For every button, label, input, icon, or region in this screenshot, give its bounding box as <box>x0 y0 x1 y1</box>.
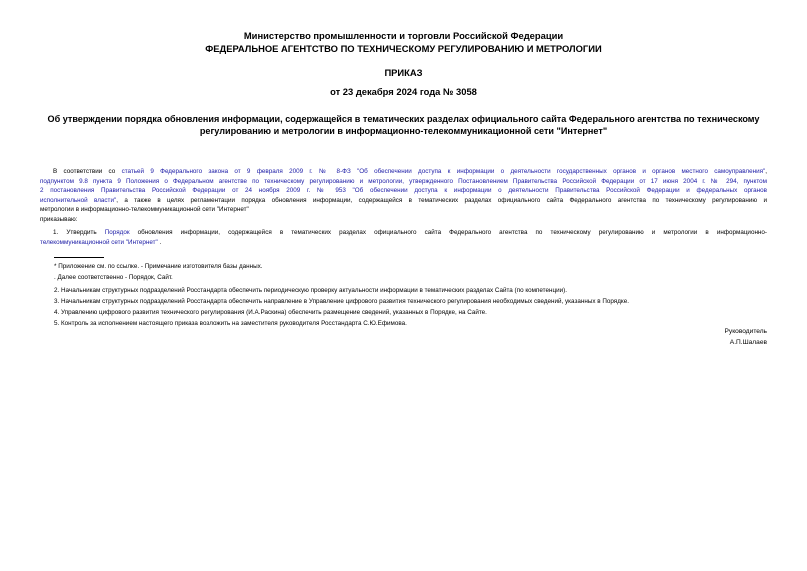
preamble-punct: , <box>765 168 767 175</box>
item-1 <box>40 228 767 247</box>
item-4: 4. Управлению цифрового развития технического регулирования (И.А.Раскина) обеспечить размещение сведений, указанных в Порядке, на Сайте. <box>54 309 487 316</box>
ministry-heading: Министерство промышленности и торговли Российской Федерации <box>243 30 564 41</box>
item-1-prefix: 1. Утвердить <box>53 229 105 236</box>
item-5: 5. Контроль за исполнением настоящего приказа возложить на заместителя руководителя Росстандарта С.Ю.Ефимова. <box>54 320 407 327</box>
preamble-line-5: метрологии в информационно-телекоммуникационной сети "Интернет" <box>40 206 249 214</box>
date-number-heading: от 23 декабря 2024 года № 3058 <box>330 86 477 97</box>
decree-link[interactable]: 2 постановления Правительства Российской Федерации от 24 ноября 2009 г. № 953 "Об обеспечении доступа к информации о деятельности Правительства Российской Федерации и федеральных органов <box>40 187 767 195</box>
signature-role: Руководитель <box>724 328 767 335</box>
regulation-link[interactable]: подпунктом 9.8 пункта 9 Положения о Федеральном агентстве по техническому регулированию и метрологии, утвержденного Постановлением Правительства Российской Федерации от 17 июня 2004 г. № 294, пунктом <box>40 177 767 185</box>
item-1-text: обновления информации, содержащейся в тематических разделах официального сайта Федерального агентства по техническому регулированию и метрологии в информационно- <box>129 229 767 236</box>
preamble <box>40 167 767 225</box>
preamble-line-4 <box>40 196 767 206</box>
item-3: 3. Начальникам структурных подразделений Росстандарта обеспечить направление в Управление цифрового развития технического регулирования необходимых сведений, указанных в Порядке. <box>54 298 629 305</box>
preamble-line-3 <box>40 186 767 196</box>
item-1-tail: . <box>157 238 162 246</box>
signature-name: А.П.Шалаев <box>729 339 767 346</box>
footnote-divider <box>54 257 104 258</box>
decree-link-end[interactable]: исполнительной власти" <box>40 196 117 204</box>
doc-type-heading: ПРИКАЗ <box>384 67 423 78</box>
preamble-text: В соответствии со <box>53 168 122 175</box>
title-line-1: Об утверждении порядка обновления информации, содержащейся в тематических разделах официального сайта Федерального агентства по техническому <box>47 114 760 124</box>
footnote-2: . Далее соответственно - Порядок, Сайт. <box>54 274 173 281</box>
footnote-1: * Приложение см. по ссылке. - Примечание изготовителя базы данных. <box>54 263 263 270</box>
order-word: приказываю: <box>40 215 78 223</box>
title-line-2: регулированию и метрологии в информационно-телекоммуникационной сети "Интернет" <box>199 126 608 136</box>
item-1-line-1 <box>40 228 767 238</box>
item-1-line-2 <box>40 238 767 248</box>
preamble-line-2 <box>40 177 767 187</box>
order-link[interactable]: Порядок <box>104 229 130 236</box>
internet-link[interactable]: телекоммуникационной сети "Интернет" <box>40 238 158 246</box>
preamble-line-1 <box>40 167 767 177</box>
law-link[interactable]: статьей 9 Федерального закона от 9 февраля 2009 г. № 8-ФЗ "Об обеспечении доступа к информации о деятельности государственных органов и органов местного самоуправления" <box>121 168 766 175</box>
document-title <box>40 113 767 137</box>
preamble-text-2: , а также в целях регламентации порядка обновления информации, содержащейся в тематических разделах официального сайта Федерального агентства по техническому регулированию и <box>116 196 767 204</box>
agency-heading: ФЕДЕРАЛЬНОЕ АГЕНТСТВО ПО ТЕХНИЧЕСКОМУ РЕГУЛИРОВАНИЮ И МЕТРОЛОГИИ <box>205 43 602 54</box>
item-2: 2. Начальникам структурных подразделений Росстандарта обеспечить периодическую проверку актуальности информации в тематических разделах Сайта (по компетенции). <box>54 287 567 294</box>
